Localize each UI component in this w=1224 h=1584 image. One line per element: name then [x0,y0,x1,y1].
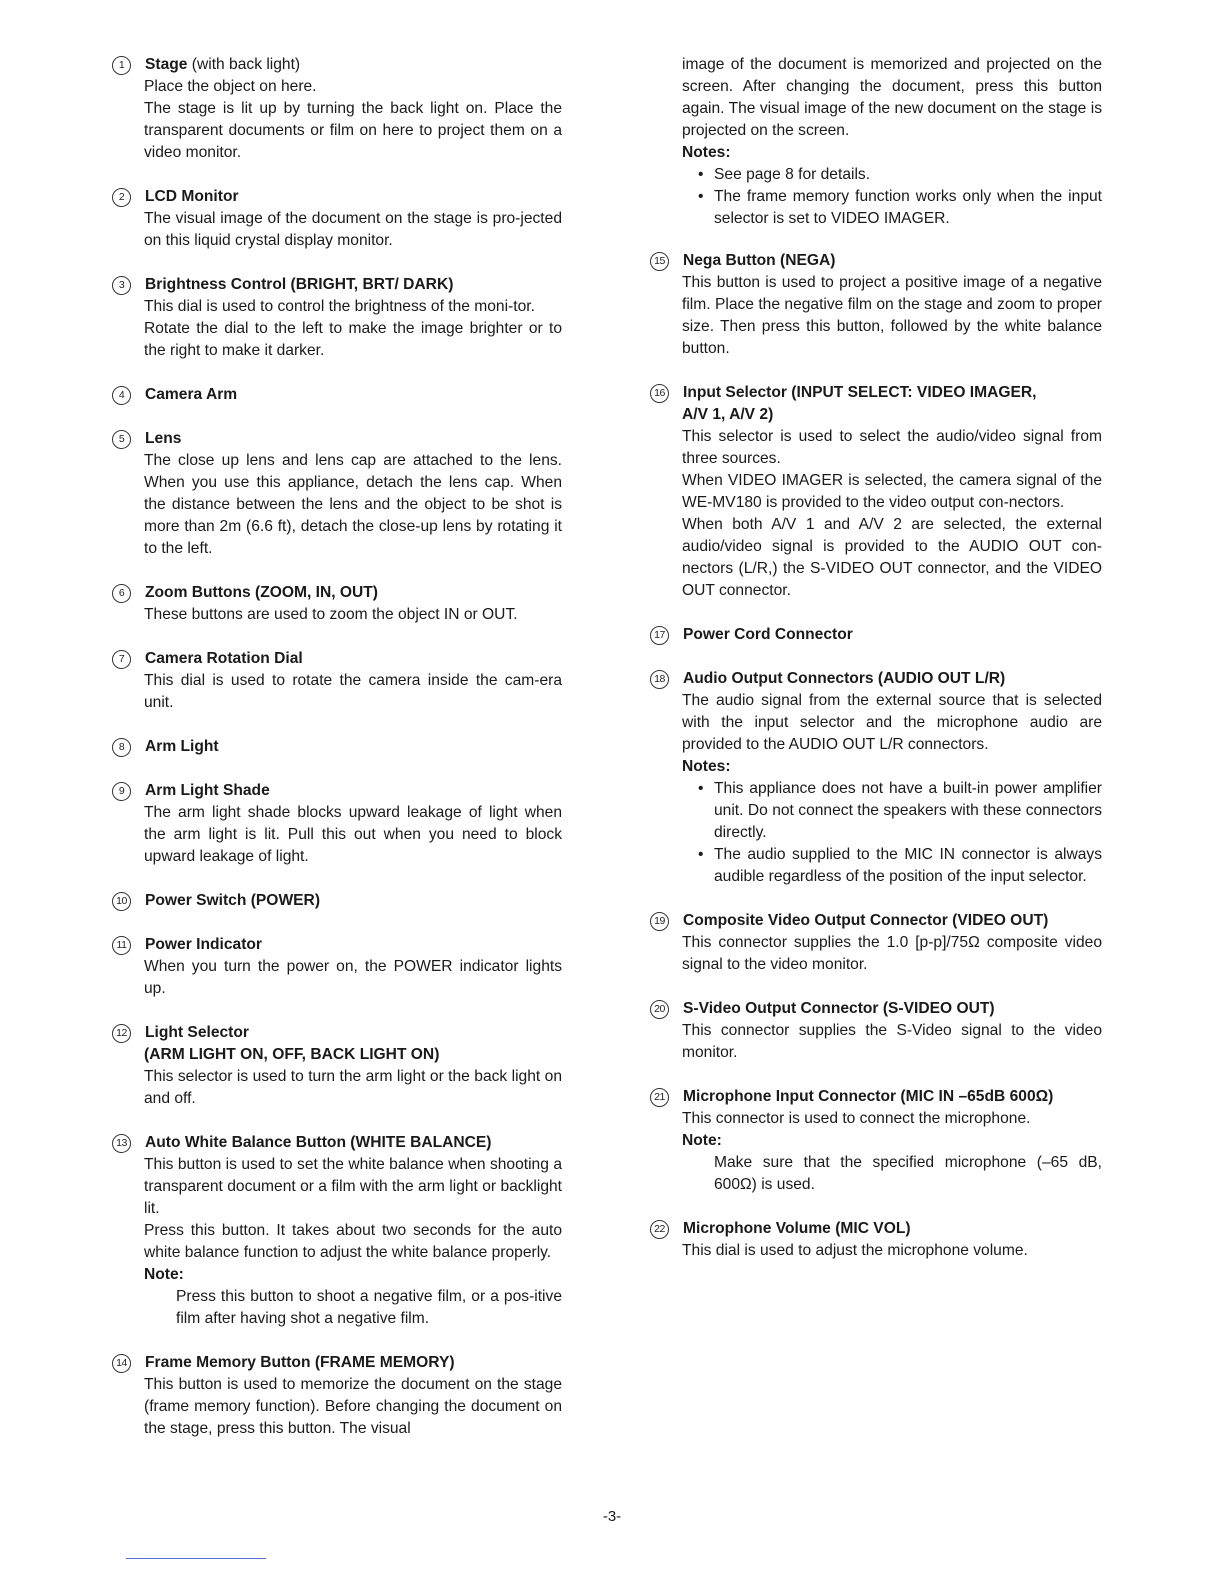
item-paragraph: The arm light shade blocks upward leakage of light when the arm light is lit. Pull this out when you need to block upward leakage of light. [144,804,562,865]
item-body [144,956,562,1000]
item-title-text: Camera Rotation Dial [145,650,303,667]
item-12 [112,1022,562,1110]
item-heading [650,1086,1102,1108]
item-title-text: Microphone Input Connector (MIC IN –65dB 600Ω) [683,1088,1054,1105]
item-title-text: S-Video Output Connector (S-VIDEO OUT) [683,1000,995,1017]
note-heading: Note: [682,1132,722,1149]
item-11 [112,934,562,1000]
item-title [683,998,995,1020]
item-title-text: Frame Memory Button (FRAME MEMORY) [145,1354,455,1371]
item-13 [112,1132,562,1330]
item-title [145,274,453,296]
item-heading [112,428,562,450]
note-bullet: • This appliance does not have a built-in power amplifier unit. Do not connect the speakers with these connectors directly. [682,778,1102,844]
item-title [145,186,239,208]
item-body [144,296,562,362]
item-title [145,780,270,802]
item-title [145,384,237,406]
item-paragraph: This button is used to project a positive image of a negative film. Place the negative film on the stage and zoom to proper size. Then press this button, followed by the white balance button. [682,274,1102,357]
item-body [682,932,1102,976]
item-title-text: Power Indicator [145,936,262,953]
item-heading [112,1352,562,1374]
item-5 [112,428,562,560]
circled-number-icon: 10 [112,892,131,911]
item-title [145,428,181,450]
item-paragraph: The audio signal from the external source that is selected with the input selector and the microphone audio are provided to the AUDIO OUT L/R connectors. [682,692,1102,753]
item-3 [112,274,562,362]
item-heading [112,780,562,802]
item-body [144,450,562,560]
item-8 [112,736,562,758]
note-heading: Note: [144,1266,184,1283]
item-body [682,690,1102,756]
item-heading [112,890,562,912]
item-19 [650,910,1102,976]
circled-number-icon: 20 [650,1000,669,1019]
item-title-text: Arm Light Shade [145,782,270,799]
item-9 [112,780,562,868]
item-body [144,1066,562,1110]
circled-number-icon: 3 [112,276,131,295]
item-title [145,54,300,76]
item-paragraph: This connector is used to connect the microphone. [682,1110,1031,1127]
item-paragraph: This connector supplies the S-Video signal to the video monitor. [682,1022,1102,1061]
item-title-text: Camera Arm [145,386,238,403]
item-heading [650,624,1102,646]
circled-number-icon: 8 [112,738,131,757]
page-number: -3- [602,1508,622,1525]
item-title [145,934,262,956]
item-title-text: Light Selector [145,1024,249,1041]
continuation-text: image of the document is memorized and projected on the screen. After changing the document, press this button again. The visual image of the new document on the stage is projected on the screen. [682,56,1102,139]
circled-number-icon: 16 [650,384,669,403]
item-paragraph: Place the object on here. [144,78,317,95]
item-title [145,1132,492,1154]
item-paragraph: These buttons are used to zoom the object IN or OUT. [144,606,518,623]
circled-number-icon: 18 [650,670,669,689]
item-heading [650,910,1102,932]
circled-number-icon: 12 [112,1024,131,1043]
item-title-text: Zoom Buttons (ZOOM, IN, OUT) [145,584,379,601]
item-14-continuation [650,54,1102,230]
item-title [683,668,1005,690]
item-18 [650,668,1102,888]
circled-number-icon: 1 [112,56,131,75]
item-title-text: LCD Monitor [145,188,239,205]
item-title [145,1022,249,1044]
item-16 [650,382,1102,602]
item-heading [112,582,562,604]
circled-number-icon: 17 [650,626,669,645]
item-title-line2: A/V 1, A/V 2) [682,406,774,423]
item-heading [112,648,562,670]
item-title-text: Power Switch (POWER) [145,892,321,909]
circled-number-icon: 7 [112,650,131,669]
item-title [145,1352,455,1374]
note-bullet: • The audio supplied to the MIC IN connector is always audible regardless of the position of the input selector. [682,844,1102,888]
item-title-text: Arm Light [145,738,219,755]
item-10 [112,890,562,912]
item-heading [112,736,562,758]
item-paragraph: When both A/V 1 and A/V 2 are selected, the external audio/video signal is provided to the AUDIO OUT con-nectors (L/R,) the S-VIDEO OUT connector, and the VIDEO OUT connector. [682,516,1102,599]
item-title [683,382,1037,404]
item-body [144,604,562,626]
item-paragraph: The visual image of the document on the stage is pro-jected on this liquid crystal display monitor. [144,210,562,249]
circled-number-icon: 21 [650,1088,669,1107]
item-body [682,272,1102,360]
item-heading [650,668,1102,690]
item-body [144,802,562,868]
circled-number-icon: 11 [112,936,131,955]
item-heading [650,998,1102,1020]
item-paragraph: This connector supplies the 1.0 [p-p]/75Ω composite video signal to the video monitor. [682,934,1102,973]
circled-number-icon: 19 [650,912,669,931]
item-heading [112,1022,562,1044]
note-bullet: • See page 8 for details. [682,164,1102,186]
item-paragraph: This dial is used to rotate the camera inside the cam-era unit. [144,672,562,711]
item-body [682,1240,1102,1262]
left-column [112,54,562,1462]
item-14 [112,1352,562,1440]
item-heading [112,384,562,406]
notes-heading: Notes: [682,758,731,775]
item-paragraph: When VIDEO IMAGER is selected, the camera signal of the WE-MV180 is provided to the video output con-nectors. [682,472,1102,511]
item-15 [650,250,1102,360]
note-text: Make sure that the specified microphone (–65 dB, 600Ω) is used. [714,1154,1102,1193]
circled-number-icon: 15 [650,252,669,271]
item-title-text: Audio Output Connectors (AUDIO OUT L/R) [683,670,1006,687]
item-title-text: Microphone Volume (MIC VOL) [683,1220,911,1237]
circled-number-icon: 2 [112,188,131,207]
circled-number-icon: 9 [112,782,131,801]
item-title-text: Composite Video Output Connector (VIDEO OUT) [683,912,1049,929]
circled-number-icon: 14 [112,1354,131,1373]
item-paragraph: The stage is lit up by turning the back light on. Place the transparent documents or film on here to project them on a video monitor. [144,100,562,161]
right-column [650,54,1102,1284]
item-heading [112,186,562,208]
item-title-text: Stage [145,56,188,73]
item-2 [112,186,562,252]
item-body [682,426,1102,602]
item-heading [650,382,1102,404]
item-paragraph: When you turn the power on, the POWER indicator lights up. [144,958,562,997]
item-title-text: Lens [145,430,182,447]
item-paragraph: Press this button. It takes about two seconds for the auto white balance function to adjust the white balance properly. [144,1222,562,1261]
continuation-notes-heading: Notes: [682,144,731,161]
item-paragraph: This selector is used to turn the arm light or the back light on and off. [144,1068,562,1107]
item-heading [112,934,562,956]
item-title-text: Nega Button (NEGA) [683,252,836,269]
item-heading [112,1132,562,1154]
item-title-text: Input Selector (INPUT SELECT: VIDEO IMAGER, [683,384,1037,401]
item-title [683,624,853,646]
circled-number-icon: 22 [650,1220,669,1239]
item-heading [650,250,1102,272]
circled-number-icon: 13 [112,1134,131,1153]
circled-number-icon: 4 [112,386,131,405]
item-paragraph: This button is used to memorize the document on the stage (frame memory function). Before changing the document on the stage, press this button. The visual [144,1376,562,1437]
circled-number-icon: 6 [112,584,131,603]
item-body [144,1154,562,1264]
item-21 [650,1086,1102,1196]
item-title [683,910,1048,932]
item-title [145,648,303,670]
item-17 [650,624,1102,646]
notes-list [682,778,1102,888]
item-7 [112,648,562,714]
item-heading [650,1218,1102,1240]
item-paragraph: This selector is used to select the audio/video signal from three sources. [682,428,1102,467]
item-heading [112,54,562,76]
note-bullet: • The frame memory function works only when the input selector is set to VIDEO IMAGER. [682,186,1102,230]
item-4 [112,384,562,406]
item-body [144,1374,562,1440]
item-title-text: Power Cord Connector [683,626,853,643]
item-body [682,1108,1102,1130]
item-title-line2: (ARM LIGHT ON, OFF, BACK LIGHT ON) [144,1046,440,1063]
continuation-notes-list [682,164,1102,230]
item-title-text: Brightness Control (BRIGHT, BRT/ DARK) [145,276,454,293]
item-body [144,76,562,164]
item-title-text: Auto White Balance Button (WHITE BALANCE) [145,1134,492,1151]
item-title [683,250,835,272]
item-title [145,890,320,912]
item-body [144,208,562,252]
item-title [683,1086,1053,1108]
item-paragraph: This dial is used to adjust the microphone volume. [682,1242,1028,1259]
item-body [144,670,562,714]
item-paragraph: The close up lens and lens cap are attached to the lens. When you use this appliance, detach the lens cap. When the distance between the lens and the object to be shot is more than 2m (6.6 ft), detach the close-up lens by rotating it to the left. [144,452,562,557]
bottom-rule [126,1558,266,1559]
item-title [683,1218,911,1240]
item-title [145,736,219,758]
right-items [650,250,1102,1262]
item-1 [112,54,562,164]
item-heading [112,274,562,296]
item-22 [650,1218,1102,1262]
item-title [145,582,378,604]
item-paragraph: This button is used to set the white balance when shooting a transparent document or a film with the arm light or backlight lit. [144,1156,562,1217]
note-text: Press this button to shoot a negative film, or a pos-itive film after having shot a negative film. [176,1288,562,1327]
item-6 [112,582,562,626]
item-title-sub: (with back light) [187,56,301,73]
item-20 [650,998,1102,1064]
item-paragraph: This dial is used to control the brightness of the moni-tor. [144,298,535,315]
item-paragraph: Rotate the dial to the left to make the image brighter or to the right to make it darker. [144,320,562,359]
item-body [682,1020,1102,1064]
circled-number-icon: 5 [112,430,131,449]
